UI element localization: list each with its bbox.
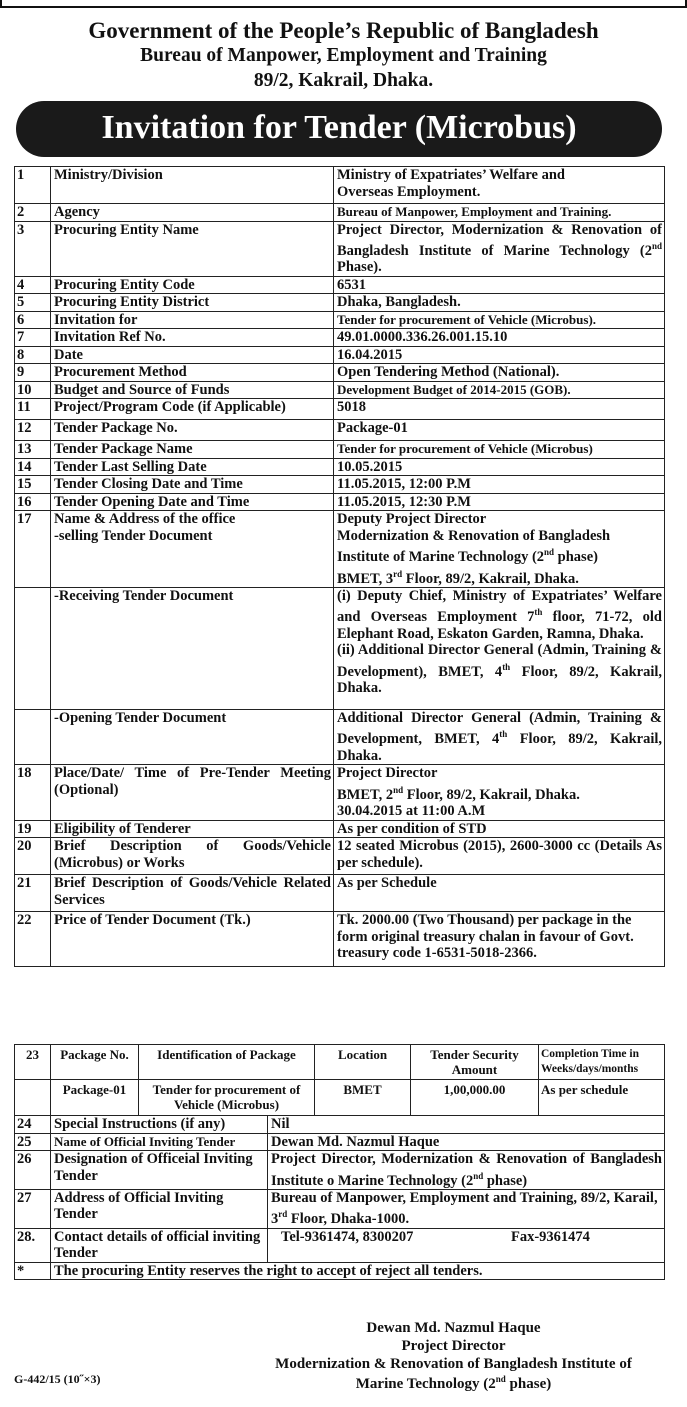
tender-banner: Invitation for Tender (Microbus) <box>16 101 662 157</box>
row-number: 20 <box>15 838 51 875</box>
table-row <box>15 1189 665 1228</box>
row-value: 11.05.2015, 12:30 P.M <box>334 493 665 511</box>
row-number: 15 <box>15 476 51 494</box>
row-number: 28. <box>15 1228 51 1262</box>
row-value: 49.01.0000.336.26.001.15.10 <box>334 329 665 347</box>
row-label: Procuring Entity District <box>51 294 334 312</box>
package-header-cell: Completion Time in Weeks/days/months <box>539 1045 665 1080</box>
package-cell: Tender for procurement of Vehicle (Microbus) <box>139 1080 315 1116</box>
row-number: 18 <box>15 765 51 820</box>
table-row <box>15 167 665 204</box>
row-number: 22 <box>15 912 51 967</box>
table-row <box>15 820 665 838</box>
table-row <box>15 587 665 709</box>
contact-value <box>268 1228 665 1262</box>
package-cell: BMET <box>315 1080 411 1116</box>
table-row <box>15 838 665 875</box>
row-number: 19 <box>15 820 51 838</box>
row-label: Address of Official Inviting Tender <box>51 1189 268 1228</box>
table-row <box>15 420 665 441</box>
row-value: Dewan Md. Nazmul Haque <box>268 1133 665 1151</box>
row-label: Invitation Ref No. <box>51 329 334 347</box>
row-number: 4 <box>15 276 51 294</box>
row-value: As per condition of STD <box>334 820 665 838</box>
row-value: As per Schedule <box>334 875 665 912</box>
row-number: 25 <box>15 1133 51 1151</box>
row-value: Deputy Project Director Modernization & Renovation of Bangladesh Institute of Marine Technology (2nd phase) BMET, 3rd Floor, 89/2, Kakrail, Dhaka. <box>334 511 665 588</box>
signature-org: Modernization & Renovation of Bangladesh Institute of <box>275 1356 632 1372</box>
row-number: 5 <box>15 294 51 312</box>
table-row <box>15 493 665 511</box>
table-row <box>15 399 665 420</box>
bureau-heading: Bureau of Manpower, Employment and Training <box>140 45 547 66</box>
row-label: Tender Package No. <box>51 420 334 441</box>
package-data-row <box>15 1080 665 1116</box>
table-row <box>15 476 665 494</box>
table-row <box>15 294 665 312</box>
row-value: Open Tendering Method (National). <box>334 364 665 382</box>
table-row <box>15 381 665 399</box>
table-row <box>15 221 665 276</box>
signature-org-line2: Marine Technology (2nd phase) <box>355 1374 552 1392</box>
row-value: Project Director, Modernization & Renovation of Bangladesh Institute o Marine Technology (2nd phase) <box>268 1151 665 1190</box>
row-number: 2 <box>15 204 51 222</box>
row-value: 11.05.2015, 12:00 P.M <box>334 476 665 494</box>
row-value: Additional Director General (Admin, Training & Development, BMET, 4th Floor, 89/2, Kakrail, Dhaka. <box>334 709 665 764</box>
row-number: 12 <box>15 420 51 441</box>
package-cell: As per schedule <box>539 1080 665 1116</box>
row-label: Brief Description of Goods/Vehicle Related Services <box>51 875 334 912</box>
row-label: Project/Program Code (if Applicable) <box>51 399 334 420</box>
row-value: Tk. 2000.00 (Two Thousand) per package in the form original treasury chalan in favour of Govt. treasury code 1-6531-5018-2366. <box>334 912 665 967</box>
row-value: 10.05.2015 <box>334 458 665 476</box>
row-number <box>15 709 51 764</box>
row-label: Tender Package Name <box>51 441 334 459</box>
row-value: Dhaka, Bangladesh. <box>334 294 665 312</box>
table-row <box>15 441 665 459</box>
row-number: 16 <box>15 493 51 511</box>
table-row <box>15 1151 665 1190</box>
row-value: 5018 <box>334 399 665 420</box>
row-label: Tender Closing Date and Time <box>51 476 334 494</box>
row-number: 6 <box>15 311 51 329</box>
row-number: 27 <box>15 1189 51 1228</box>
table-row <box>15 1133 665 1151</box>
row-value: Tender for procurement of Vehicle (Microbus). <box>334 311 665 329</box>
row-number: 11 <box>15 399 51 420</box>
row-number: 3 <box>15 221 51 276</box>
row-number: 10 <box>15 381 51 399</box>
table-row <box>15 329 665 347</box>
signature-title: Project Director <box>401 1338 506 1354</box>
official-details-table <box>14 1115 665 1280</box>
row-label: -Receiving Tender Document <box>51 587 334 709</box>
row-number: 23 <box>15 1045 51 1080</box>
package-header-cell: Package No. <box>51 1045 139 1080</box>
table-row <box>15 276 665 294</box>
footer-code: G-442/15 (10˝×3) <box>14 1372 101 1386</box>
row-value: Ministry of Expatriates’ Welfare and Overseas Employment. <box>334 167 665 204</box>
row-number: 14 <box>15 458 51 476</box>
row-label: Procuring Entity Code <box>51 276 334 294</box>
row-value: Nil <box>268 1116 665 1134</box>
row-value: Tender for procurement of Vehicle (Microbus) <box>334 441 665 459</box>
table-row <box>15 709 665 764</box>
table-row <box>15 511 665 588</box>
note-text: The procuring Entity reserves the right to accept of reject all tenders. <box>51 1262 665 1280</box>
package-header-cell: Identification of Package <box>139 1045 315 1080</box>
row-number: 8 <box>15 346 51 364</box>
row-label: Brief Description of Goods/Vehicle (Microbus) or Works <box>51 838 334 875</box>
row-label: Budget and Source of Funds <box>51 381 334 399</box>
package-header-cell: Location <box>315 1045 411 1080</box>
row-value: Development Budget of 2014-2015 (GOB). <box>334 381 665 399</box>
table-row <box>15 875 665 912</box>
telephone: Tel-9361474, 8300207 <box>281 1228 414 1245</box>
package-cell: 1,00,000.00 <box>411 1080 539 1116</box>
table-row <box>15 311 665 329</box>
row-label: Tender Opening Date and Time <box>51 493 334 511</box>
row-label: Invitation for <box>51 311 334 329</box>
row-label: Place/Date/ Time of Pre-Tender Meeting (Optional) <box>51 765 334 820</box>
row-value: 6531 <box>334 276 665 294</box>
row-number: 24 <box>15 1116 51 1134</box>
row-number: 17 <box>15 511 51 588</box>
top-frame-line <box>0 0 687 8</box>
row-number: * <box>15 1262 51 1280</box>
row-label: Agency <box>51 204 334 222</box>
row-label: Price of Tender Document (Tk.) <box>51 912 334 967</box>
note-row <box>15 1262 665 1280</box>
package-header-row <box>15 1045 665 1080</box>
row-label: Date <box>51 346 334 364</box>
row-number: 21 <box>15 875 51 912</box>
table-row <box>15 458 665 476</box>
package-cell: Package-01 <box>51 1080 139 1116</box>
row-label: Name of Official Inviting Tender <box>51 1133 268 1151</box>
contact-row <box>15 1228 665 1262</box>
row-label: Procuring Entity Name <box>51 221 334 276</box>
row-number: 7 <box>15 329 51 347</box>
government-heading: Government of the People’s Republic of Bangladesh <box>88 18 599 43</box>
empty-cell <box>15 1080 51 1116</box>
address-heading: 89/2, Kakrail, Dhaka. <box>253 70 434 91</box>
row-number: 13 <box>15 441 51 459</box>
table-row <box>15 346 665 364</box>
row-value: Bureau of Manpower, Employment and Training. <box>334 204 665 222</box>
row-number: 9 <box>15 364 51 382</box>
row-number: 1 <box>15 167 51 204</box>
row-value: Project Director BMET, 2nd Floor, 89/2, Kakrail, Dhaka. 30.04.2015 at 11:00 A.M <box>334 765 665 820</box>
table-row <box>15 765 665 820</box>
package-header-cell: Tender Security Amount <box>411 1045 539 1080</box>
row-label: Special Instructions (if any) <box>51 1116 268 1134</box>
package-table <box>14 1044 665 1116</box>
table-row <box>15 364 665 382</box>
row-value: (i) Deputy Chief, Ministry of Expatriates’ Welfare and Overseas Employment 7th floor, 71-72, old Elephant Road, Eskaton Garden, Ramna, Dhaka. (ii) Additional Director General (Admin, Training & Development), BMET, 4th Floor, 89/2, Kakrail, Dhaka. <box>334 587 665 709</box>
signature-name: Dewan Md. Nazmul Haque <box>366 1320 541 1336</box>
row-value: Project Director, Modernization & Renovation of Bangladesh Institute of Marine Technology (2nd Phase). <box>334 221 665 276</box>
tender-details-table <box>14 166 665 967</box>
row-number <box>15 587 51 709</box>
row-label: Designation of Officeial Inviting Tender <box>51 1151 268 1190</box>
row-value: 12 seated Microbus (2015), 2600-3000 cc (Details As per schedule). <box>334 838 665 875</box>
row-label: Ministry/Division <box>51 167 334 204</box>
row-label: Procurement Method <box>51 364 334 382</box>
row-label: -Opening Tender Document <box>51 709 334 764</box>
row-label: Eligibility of Tenderer <box>51 820 334 838</box>
row-label: Tender Last Selling Date <box>51 458 334 476</box>
row-value: Bureau of Manpower, Employment and Training, 89/2, Karail, 3rd Floor, Dhaka-1000. <box>268 1189 665 1228</box>
row-label: Name & Address of the office -selling Tender Document <box>51 511 334 588</box>
row-value: Package-01 <box>334 420 665 441</box>
table-row <box>15 204 665 222</box>
table-row <box>15 912 665 967</box>
fax: Fax-9361474 <box>511 1228 590 1245</box>
row-number: 26 <box>15 1151 51 1190</box>
table-row <box>15 1116 665 1134</box>
row-label: Contact details of official inviting Tender <box>51 1228 268 1262</box>
row-value: 16.04.2015 <box>334 346 665 364</box>
